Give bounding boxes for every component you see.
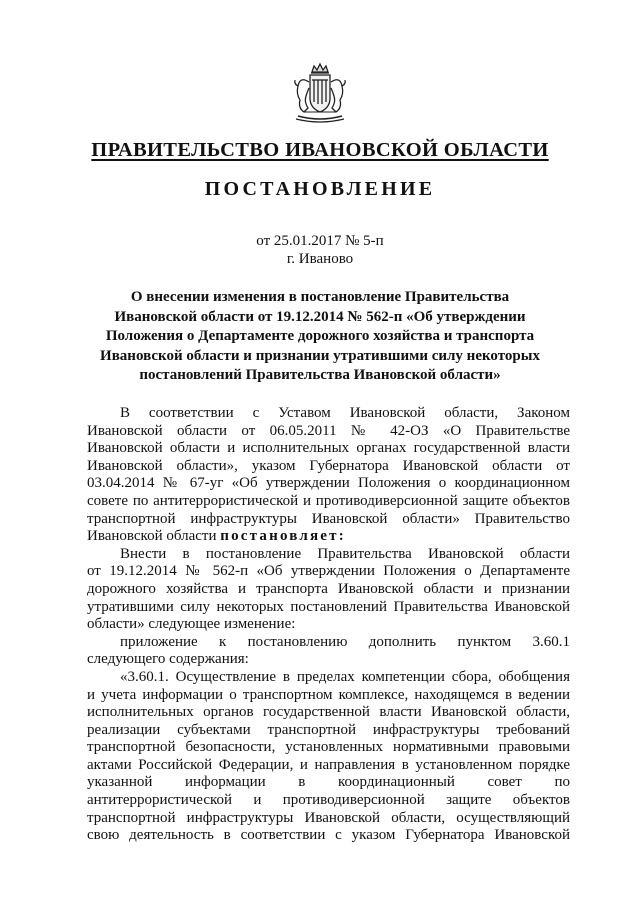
body-line: Ивановской области от 06.05.2011 № 42-ОЗ «О Правительстве bbox=[87, 422, 570, 439]
document-title bbox=[78, 288, 562, 386]
title-line: О внесении изменения в постановление Правительства bbox=[130, 289, 510, 305]
city: г. Иваново bbox=[286, 251, 354, 267]
date-number: от 25.01.2017 № 5-п bbox=[256, 233, 384, 249]
body-line: транспортной инфраструктуры Ивановской области» Правительство bbox=[87, 510, 570, 527]
title-line: Положения о Департаменте дорожного хозяйства и транспорта bbox=[105, 328, 535, 344]
title-line: Ивановской области от 19.12.2014 № 562-п «Об утверждении bbox=[114, 308, 526, 325]
body-line: В соответствии с Уставом Ивановской области, Законом bbox=[120, 405, 570, 421]
body-line: Ивановской области и исполнительных органах государственной власти bbox=[87, 440, 570, 457]
document-type: ПОСТАНОВЛЕНИЕ bbox=[204, 178, 436, 200]
body-line: и учета информации о транспортном комплексе, находящемся в ведении bbox=[87, 686, 570, 703]
body-line: области» следующее изменение: bbox=[87, 616, 296, 633]
resolves-keyword: постановляет: bbox=[220, 528, 346, 545]
body-line: следующего содержания: bbox=[87, 651, 249, 668]
body-line: актами Российской Федерации, и направления в установленном порядке bbox=[87, 756, 570, 773]
body-line: Ивановской области», указом Губернатора Ивановской области от bbox=[87, 457, 570, 474]
body-line: утратившими силу некоторых постановлений Правительства Ивановской bbox=[87, 598, 570, 615]
body-line: совете по антитеррористической и противодиверсионной защите объектов bbox=[87, 492, 570, 509]
body-line: дорожного хозяйства и транспорта Ивановской области и признании bbox=[87, 580, 570, 597]
title-line: постановлений Правительства Ивановской области» bbox=[139, 367, 501, 383]
body-line: «3.60.1. Осуществление в пределах компетенции сбора, обобщения bbox=[120, 668, 570, 685]
body-text: Ивановской области bbox=[87, 528, 217, 545]
coat-of-arms-emblem bbox=[288, 62, 352, 126]
body-line: свою деятельность в соответствии с указом Губернатора Ивановской bbox=[87, 827, 570, 844]
body-line-resolves bbox=[87, 528, 570, 546]
body-line: антитеррористической и противодиверсионной защите объектов bbox=[87, 792, 570, 809]
body-line: Внести в постановление Правительства Ивановской области bbox=[120, 545, 570, 562]
body-line: исполнительных органов государственной власти Ивановской области, bbox=[87, 704, 570, 721]
body-line: от 19.12.2014 № 562-п «Об утверждении Положения о Департаменте bbox=[87, 563, 570, 580]
body-line: 03.04.2014 № 67-уг «Об утверждении Положения о координационном bbox=[87, 475, 570, 492]
organization-name: ПРАВИТЕЛЬСТВО ИВАНОВСКОЙ ОБЛАСТИ bbox=[91, 139, 549, 161]
body-line: реализации субъектами транспортной инфраструктуры требований bbox=[87, 721, 570, 738]
body-line: указанной информации в координационный совет по bbox=[87, 774, 570, 791]
body-line: приложение к постановлению дополнить пунктом 3.60.1 bbox=[120, 633, 570, 650]
title-line: Ивановской области и признании утратившими силу некоторых bbox=[100, 347, 540, 364]
body-line: транспортной безопасности, установленных нормативными правовыми bbox=[87, 739, 570, 756]
date-and-place bbox=[0, 232, 640, 268]
document-body bbox=[87, 405, 570, 845]
body-line: транспортной инфраструктуры Ивановской области, осуществляющий bbox=[87, 809, 570, 826]
